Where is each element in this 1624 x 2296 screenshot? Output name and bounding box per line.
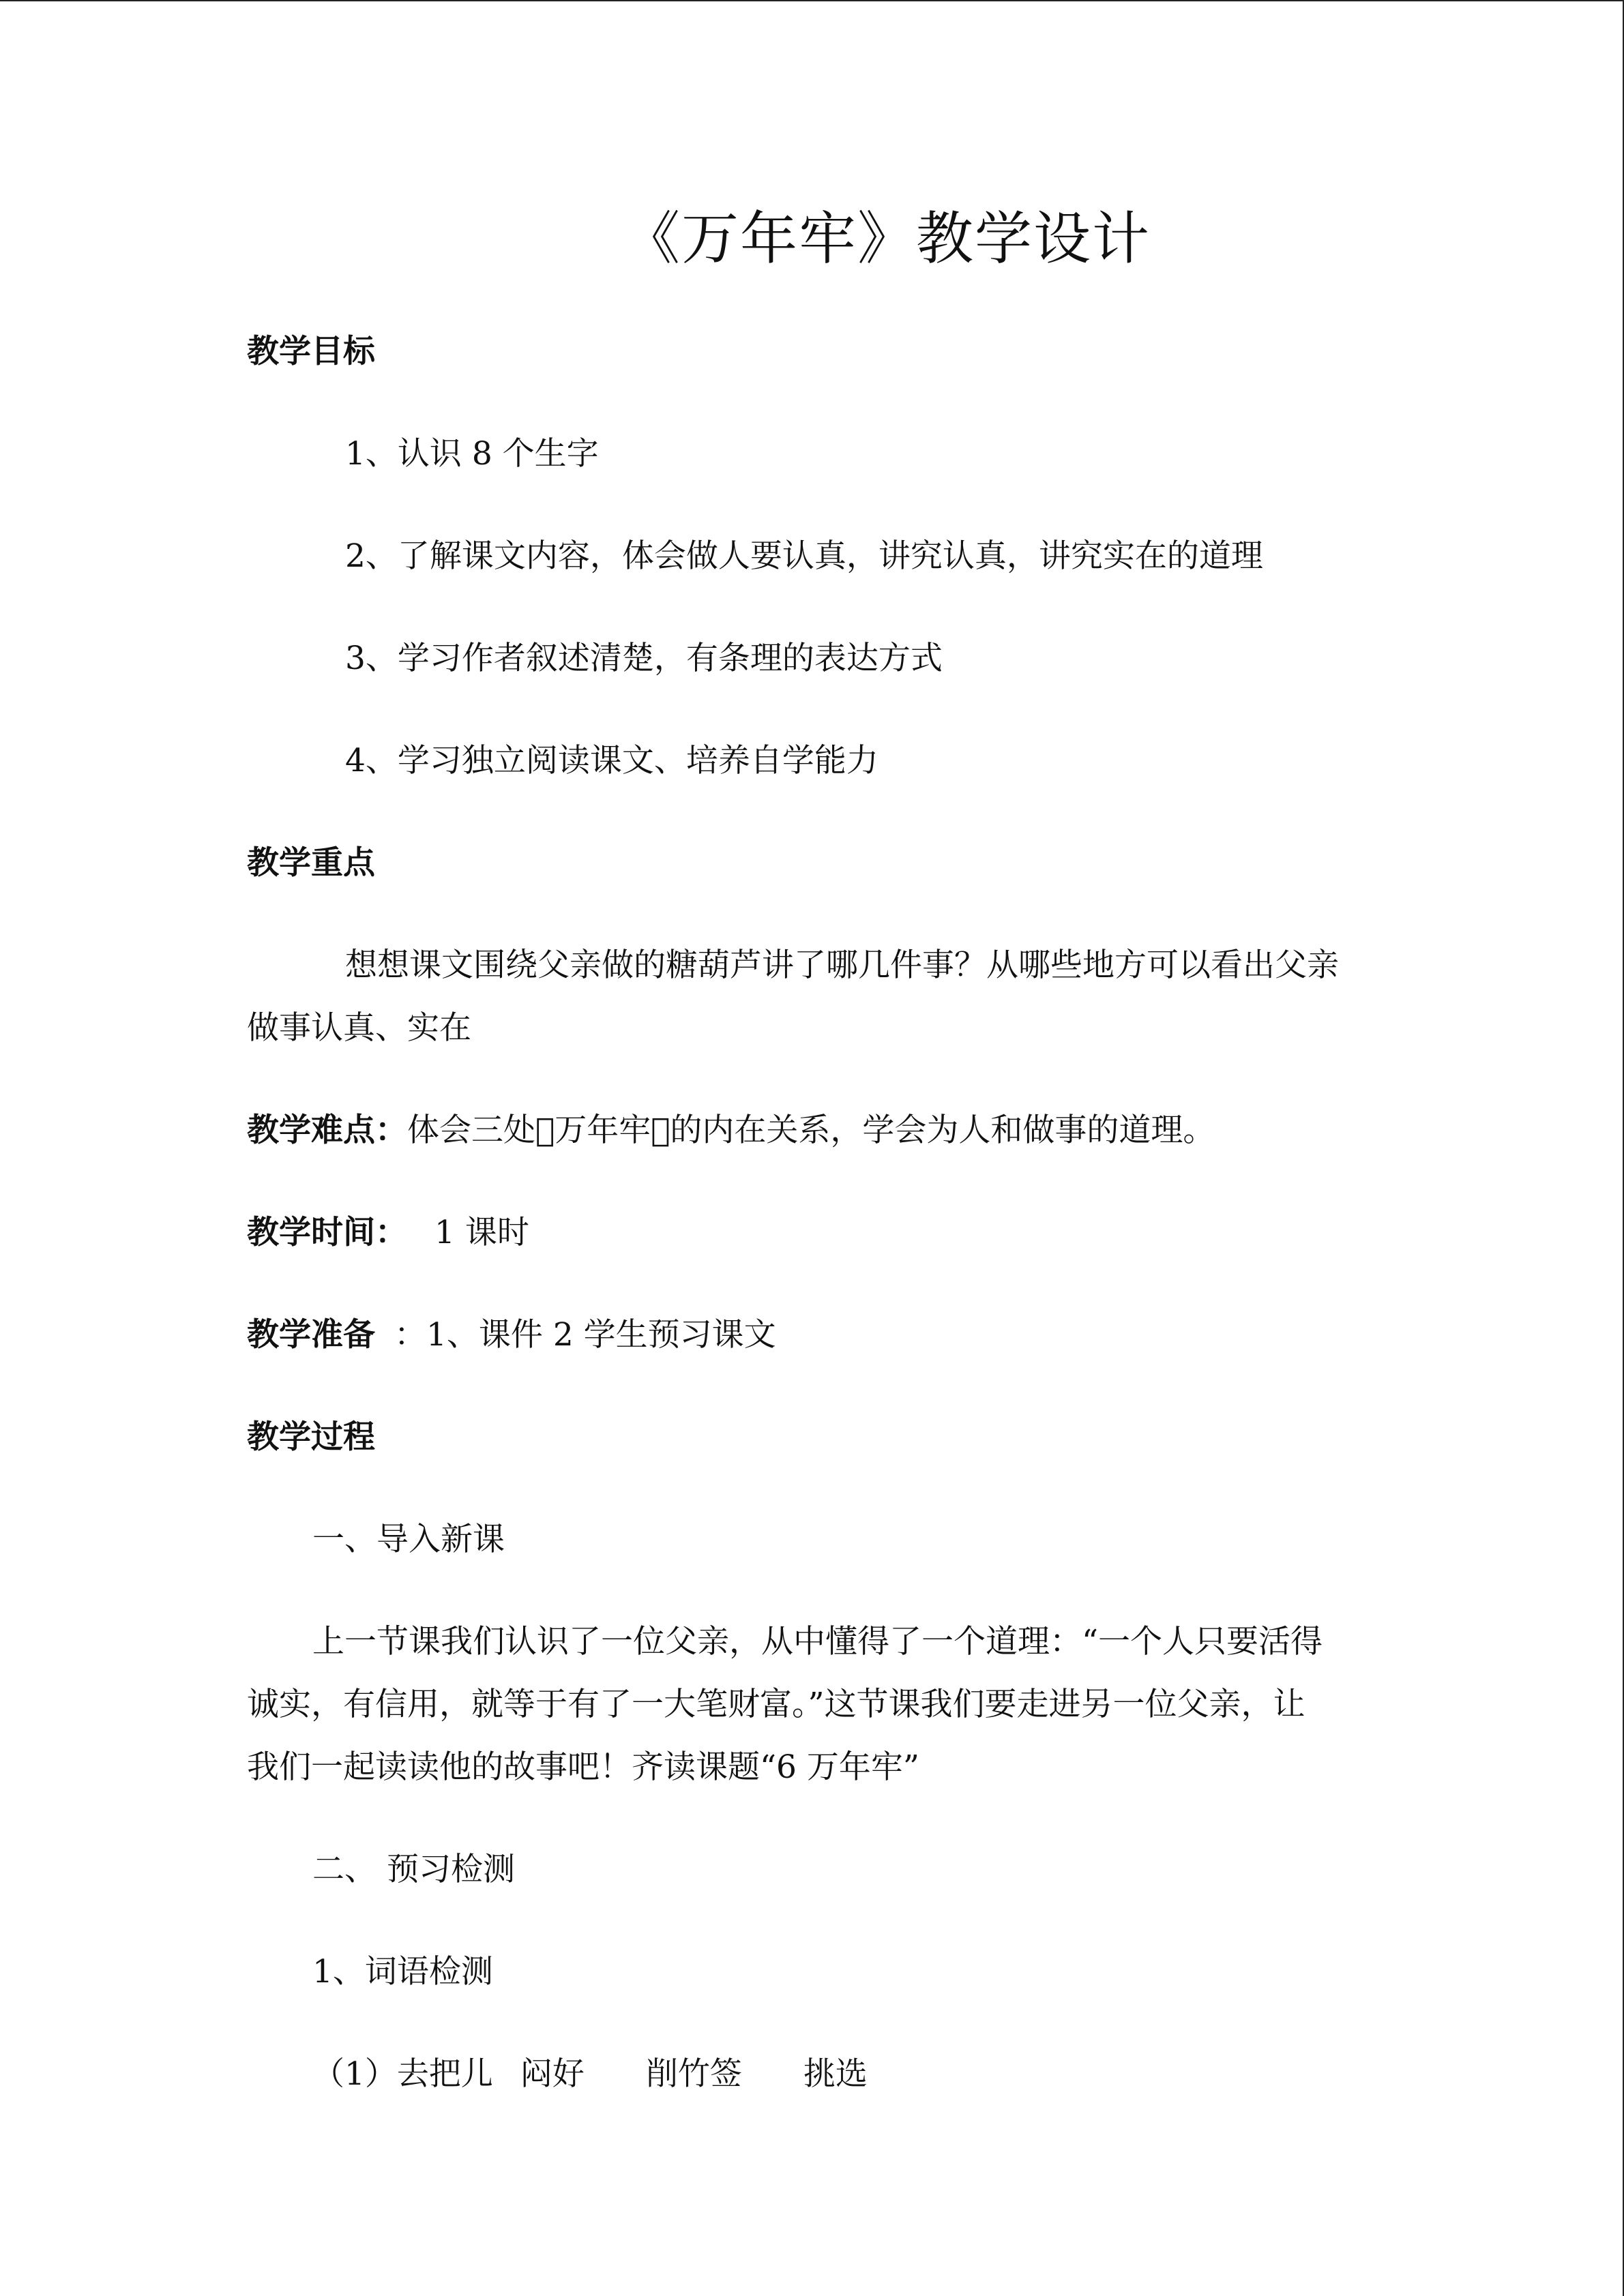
time-row — [247, 1212, 529, 1253]
vocab-item: 削竹签 — [645, 2055, 742, 2093]
goal-item-2: 2、了解课文内容，体会做人要认真，讲究认真，讲究实在的道理 — [345, 537, 1263, 575]
goal-item-1: 1、认识 8 个生字 — [345, 435, 599, 473]
process-heading: 教学过程 — [247, 1418, 375, 1456]
vocab-row — [312, 2054, 868, 2095]
vocab-prefix: （1） — [312, 2055, 397, 2093]
key-points-text-line-1: 想想课文围绕父亲做的糖葫芦讲了哪几件事？从哪些地方可以看出父亲 — [345, 946, 1339, 984]
goal-item-4: 4、学习独立阅读课文、培养自学能力 — [345, 742, 879, 779]
vocab-item: 去把儿 — [396, 2055, 493, 2093]
subsection-1-title: 1、词语检测 — [312, 1953, 493, 1991]
preparation-text: ：1、课件 2 学生预习课文 — [394, 1316, 776, 1354]
goals-heading: 教学目标 — [247, 333, 375, 370]
difficulty-text: 体会三处 万年牢 的内在关系，学会为人和做事的道理。 — [407, 1112, 1215, 1149]
goal-item-3: 3、学习作者叙述清楚，有条理的表达方式 — [345, 640, 943, 677]
section-1-line-1: 上一节课我们认识了一位父亲，从中懂得了一个道理：“一个人只要活得 — [312, 1623, 1323, 1660]
difficulty-label: 教学难点： — [247, 1112, 407, 1149]
preparation-label: 教学准备 — [247, 1316, 375, 1354]
key-points-text-line-2: 做事认真、实在 — [247, 1009, 471, 1047]
key-points-heading: 教学重点 — [247, 844, 375, 882]
vocab-item: 挑选 — [803, 2055, 868, 2093]
document-title: 《万年牢》教学设计 — [622, 205, 1151, 272]
section-1-line-3: 我们一起读读他的故事吧！齐读课题“6 万年牢” — [247, 1748, 919, 1786]
section-2-title: 二、 预习检测 — [312, 1851, 515, 1888]
vocab-item: 闷好 — [520, 2055, 585, 2093]
section-1-title: 一、导入新课 — [312, 1521, 505, 1558]
section-1-line-2: 诚实，有信用，就等于有了一大笔财富。”这节课我们要走进另一位父亲，让 — [247, 1686, 1305, 1723]
preparation-row — [247, 1315, 776, 1356]
time-label: 教学时间： — [247, 1214, 407, 1251]
difficulty-row — [247, 1110, 1215, 1151]
time-text: 1 课时 — [434, 1214, 529, 1251]
